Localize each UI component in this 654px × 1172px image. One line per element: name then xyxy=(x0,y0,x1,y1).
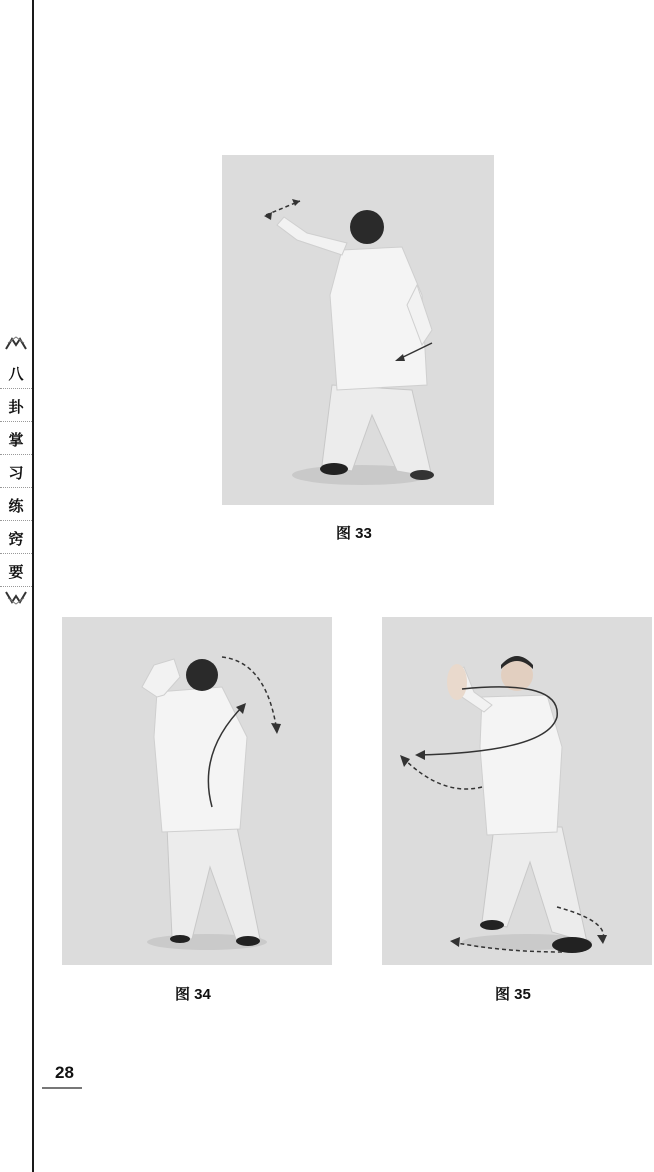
vertical-book-title xyxy=(0,335,32,611)
margin-rule xyxy=(32,0,34,1172)
bottom-ornament-icon xyxy=(4,590,28,606)
figure-34-caption: 图 34 xyxy=(175,986,211,1003)
title-char-3: 掌 xyxy=(0,426,32,455)
title-char-4: 习 xyxy=(0,459,32,488)
figure-34-photo xyxy=(62,617,332,965)
title-char-1: 八 xyxy=(0,360,32,389)
figure-35-photo xyxy=(382,617,652,965)
figure-35-caption: 图 35 xyxy=(495,986,531,1003)
title-char-5: 练 xyxy=(0,492,32,521)
page-number: 28 xyxy=(55,1063,74,1082)
title-char-6: 窍 xyxy=(0,525,32,554)
figure-33-caption: 图 33 xyxy=(336,525,372,542)
title-char-2: 卦 xyxy=(0,393,32,422)
figure-34-illustration xyxy=(62,617,332,965)
figure-33-illustration xyxy=(222,155,494,505)
page-number-underline xyxy=(42,1087,82,1089)
figure-33-photo xyxy=(222,155,494,505)
title-char-7: 要 xyxy=(0,558,32,587)
figure-35-illustration xyxy=(382,617,652,965)
top-ornament-icon xyxy=(4,335,28,351)
